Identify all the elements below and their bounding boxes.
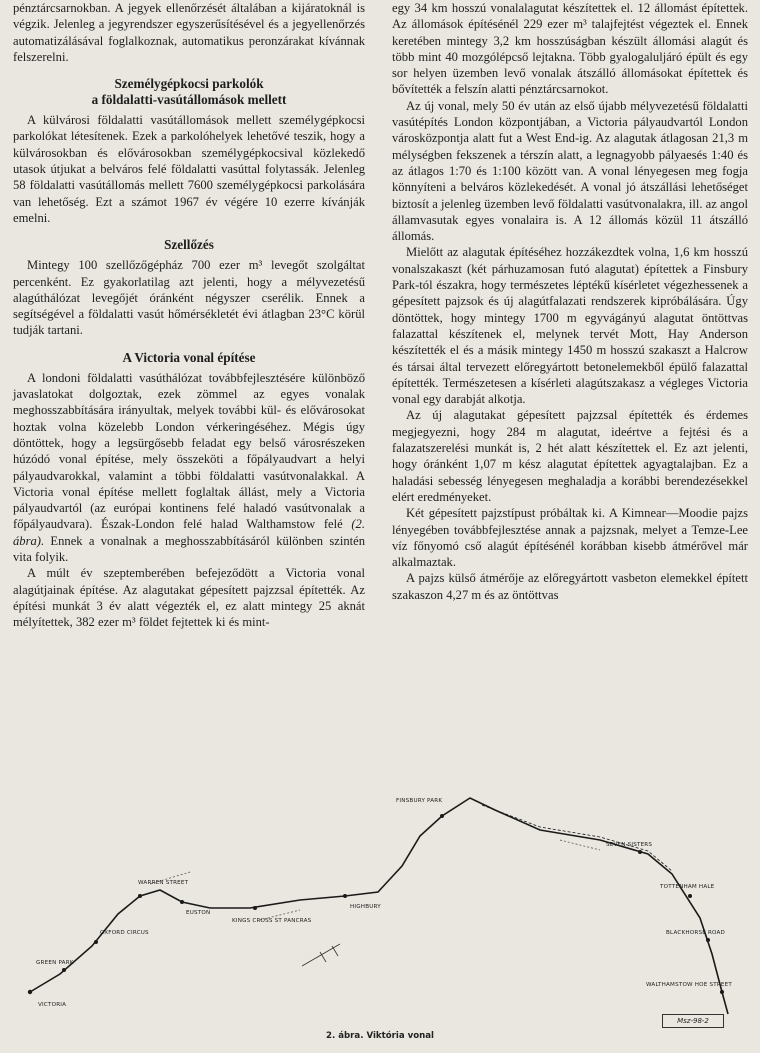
- right-column: [392, 0, 748, 603]
- paragraph: Mintegy 100 szellőzőgépház 700 ezer m³ levegőt szolgáltat percenként. Ez gyakorlatilag azt jelenti, hogy a mélyvezetésű alagúthálózat levegőjét óránként négyszer cserélik. Ennek a segítségével a földalatti vasút hőmérsékletét évi átlagban 23°C körül tudják tartani.: [13, 258, 365, 338]
- station-label: BLACKHORSE ROAD: [666, 930, 726, 936]
- paragraph: A múlt év szeptemberében befejeződött a Victoria vonal alagútjainak építése. Az alagutakat gépesített pajzzsal építették. Az építési munkát 3 év alatt végezték el, ez alatt mintegy 25 aknát mélyítettek, 382 ezer m³ földet fejtettek ki és mint-: [13, 566, 365, 630]
- paragraph: Az új alagutakat gépesített pajzzsal építették és érdemes megjegyezni, hogy 284 m alagutat, ideértve a fejtési és a falazatszerelési munkát is, 2 hét alatt készítettek el. Ez azt jelenti, hogy óránként 1,07 m kész alagutat építettek agyagtalajban. Ez a haladási sebesség lényegesen meghaladja a korábbi berendezésekkel elért eredményeket.: [392, 408, 748, 504]
- station-label: WARREN STREET: [138, 880, 189, 886]
- section-heading-parking: [13, 76, 365, 108]
- station-label: TOTTENHAM HALE: [660, 884, 715, 890]
- section-heading-ventilation: Szellőzés: [164, 237, 214, 253]
- victoria-line-map: [0, 768, 760, 1030]
- station-label: GREEN PARK: [36, 960, 74, 966]
- figure-caption: 2. ábra. Viktória vonal: [326, 1031, 434, 1041]
- station-label: VICTORIA: [38, 1002, 67, 1008]
- paragraph: Két gépesített pajzstípust próbáltak ki. A Kimnear—Moodie pajzs lényegében továbbfejlesztése annak a pajzsnak, melyet a Temze-Lee víz főnyomó cső alagút építésénél korábban kisebb átmérővel már alkalmaztak.: [392, 506, 748, 570]
- heading-line: a földalatti-vasútállomások mellett: [91, 92, 287, 108]
- paragraph-text: Ennek a vonalnak a meghosszabbításáról különben szintén vita folyik.: [13, 533, 365, 565]
- paragraph: A külvárosi földalatti vasútállomások mellett személygépkocsi parkolókat létesítenek. Ezek a parkolóhelyek lehetővé teszik, hogy a külvárosokban és elővárosokban személygépkocsival közlekedő utasok útjukat a belváros felé földalatti vasúttal folytassák. Jelenleg 58 földalatti vasútállomás mellett 7600 személygépkocsi parkolására van lehetőség. Ezt a számot 1967 év végére 10 ezerre kívánják emelni.: [13, 113, 365, 225]
- station-label: KINGS CROSS ST PANCRAS: [232, 918, 312, 924]
- station-label: HIGHBURY: [350, 904, 381, 910]
- paragraph-text: A londoni földalatti vasúthálózat továbbfejlesztésére különböző javaslatokat dolgoztak, ezek zömmel az egyes vonalak meghosszabbítására irányultak, melyek további kül- és elővárosokat hoztak volna közelebb London vérkeringéséhez. Mégis úgy döntöttek, hogy a legsürgősebb feladat egy belső városrészeken húzódó vonal építése, mely összeköti a főpályaudvart a helyi pályaudvarokkal, valamint a többi földalatti vasútvonalakkal. A Victoria vonal építése mellett foglaltak állást, mely a Victoria pályaudvartól (az európai kontinens felé haladó vasútvonalak a főpályaudvara). Észak-London felé halad Walthamstow felé: [13, 370, 365, 532]
- paragraph: pénztárcsarnokban. A jegyek ellenőrzését általában a kijáratoknál is végzik. Jelenleg a jegyrendszer egyszerűsítésével és a jegyellenőrzés automatizálásával foglalkoznak, automatikus peronzárakat kívánnak felszerelni.: [13, 1, 365, 64]
- station-label: WALTHAMSTOW HOE STREET: [646, 982, 733, 988]
- paragraph: A pajzs külső átmérője az előregyártott vasbeton elemekkel épített szakaszon 4,27 m és az öntöttvas: [392, 571, 748, 602]
- paragraph: Mielőtt az alagutak építéséhez hozzákezdtek volna, 1,6 km hosszú vonalszakaszt (két párhuzamosan futó alagutat) építettek a Finsbury Park-tól északra, hogy természetes léptékű kísérletet végezhessenek a gépesített pajzsok és új alagútfalazati rendszerek kipróbálására. Úgy döntöttek, hogy mintegy 1700 m egyvágányú alagutat öntöttvas falazattal készítenek el, melynek tervét Mott, Hay Anderson készítették el és a másik mintegy 1450 m hosszú szakaszt a Halcrow és társai által tervezett előregyártott betonelemekből épülő falazattal építették. Természetesen a kísérleti alagútszakasz a végleges Victoria vonal egy darabját alkotja.: [392, 245, 748, 407]
- left-column: [13, 0, 365, 631]
- station-label: EUSTON: [186, 910, 211, 916]
- section-heading-victoria: A Victoria vonal építése: [122, 349, 256, 365]
- figure-tag: Msz-98-2: [662, 1014, 724, 1028]
- heading-line: Személygépkocsi parkolók: [114, 76, 264, 92]
- figure-reference: (2. ábra).: [13, 517, 365, 548]
- paragraph: Az új vonal, mely 50 év után az első újabb mélyvezetésű földalatti vasútépítés London központjában, a Victoria pályaudvartól London városközpontja alatt fut a West End-ig. Az alagutak átlagosan 21,3 m mélységben fekszenek a térszín alatt, a legnagyobb pályaesés 1:40 és az átlagos 1:70 és 1:100 között van. A vonal lényegesen meg fogja könnyíteni a belváros közlekedését. A vonal jó átszállási lehetőséget biztosít a jelenleg üzemben levő földalatti vasútvonalakra, ill. az angol államvasutak egyes vonalaira is. A 12 állomás közül 11 átszálló állomás.: [392, 98, 748, 244]
- paragraph: [13, 370, 365, 566]
- route-line-parallel: [482, 805, 672, 871]
- north-arrow: [302, 944, 340, 966]
- paragraph: egy 34 km hosszú vonalalagutat készítettek el. 12 állomást építettek. Az állomások építésénél 229 ezer m³ talajfejtést végeztek el. Ennek keretében mintegy 3,2 km hosszúságban készült állomási alagút és több mint 40 mozgólépcső lejtakna. Több gyalogaluljáró épült és egy sor helyen üzemben levő vonalak átszálló állomásokat építettek és bővítették a felszín alatti pénztárcsarnokot.: [392, 1, 748, 97]
- station-label: FINSBURY PARK: [396, 798, 443, 804]
- station-label: OXFORD CIRCUS: [100, 930, 149, 936]
- station-label: SEVEN SISTERS: [606, 842, 653, 848]
